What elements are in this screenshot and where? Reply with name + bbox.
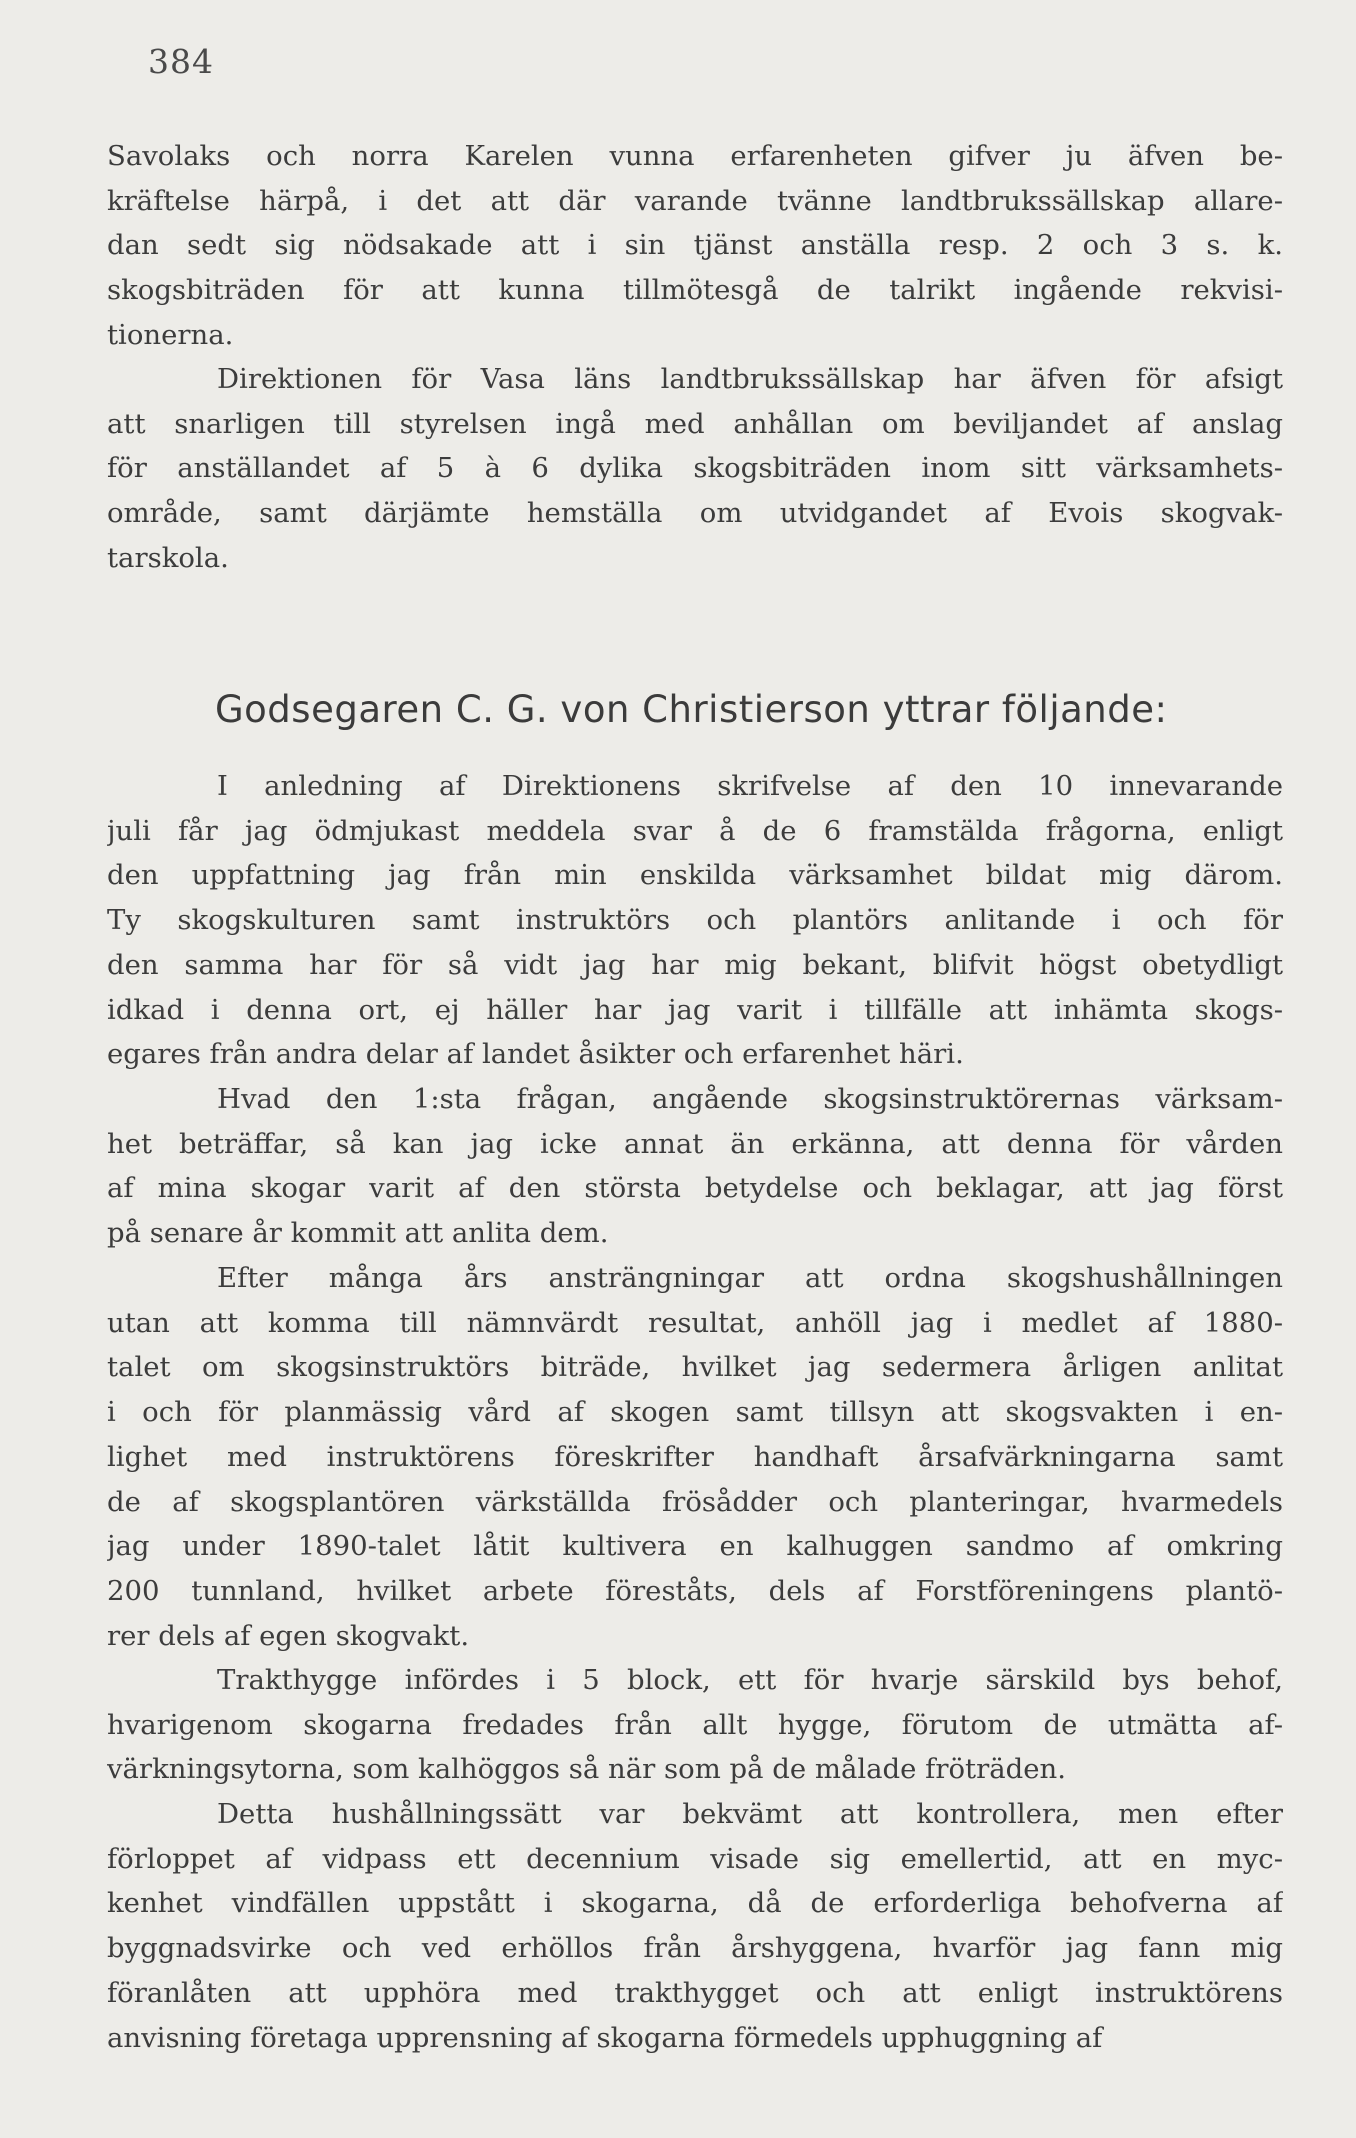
text-line: Savolaks och norra Karelen vunna erfarenheten gifver ju äfven be- xyxy=(107,140,1283,172)
text-line: den uppfattning jag från min enskilda värksamhet bildat mig därom. xyxy=(107,859,1283,892)
text-line: byggnadsvirke och ved erhöllos från årshyggena, hvarför jag fann mig xyxy=(107,1932,1283,1965)
intro-paragraph-2 xyxy=(107,357,1283,581)
text-line: på senare år kommit att anlita dem. xyxy=(107,1217,609,1250)
page-number: 384 xyxy=(148,42,214,81)
text-line: kenhet vindfällen uppstått i skogarna, då de erforderliga behofverna af xyxy=(107,1887,1283,1920)
section-heading: Godsegaren C. G. von Christierson yttrar följande: xyxy=(215,688,1168,731)
text-line: Hvad den 1:sta frågan, angående skogsinstruktörernas värksam- xyxy=(217,1083,1283,1115)
text-line: Trakthygge infördes i 5 block, ett för hvarje särskild bys behof, xyxy=(217,1664,1283,1696)
text-line: het beträffar, så kan jag icke annat än erkänna, att denna för vården xyxy=(107,1127,1283,1160)
text-line: område, samt därjämte hemställa om utvidgandet af Evois skogvak- xyxy=(107,497,1283,530)
text-line: idkad i denna ort, ej häller har jag varit i tillfälle att inhämta skogs- xyxy=(107,993,1283,1026)
section-paragraph-3 xyxy=(107,1256,1283,1658)
text-line: talet om skogsinstruktörs biträde, hvilket jag sedermera årligen anlitat xyxy=(107,1351,1283,1384)
text-line: den samma har för så vidt jag har mig bekant, blifvit högst obetydligt xyxy=(107,948,1283,981)
text-line: tarskola. xyxy=(107,541,229,574)
text-line: i och för planmässig vård af skogen samt tillsyn att skogsvakten i en- xyxy=(107,1396,1283,1429)
text-line: föranlåten att upphöra med trakthygget och att enligt instruktörens xyxy=(107,1976,1283,2009)
text-line: lighet med instruktörens föreskrifter handhaft årsafvärkningarna samt xyxy=(107,1440,1283,1473)
text-line: att snarligen till styrelsen ingå med anhållan om beviljandet af anslag xyxy=(107,407,1283,440)
intro-paragraph-1 xyxy=(107,134,1283,358)
text-line: juli får jag ödmjukast meddela svar å de 6 framstälda frågorna, enligt xyxy=(107,814,1283,847)
text-line: dan sedt sig nödsakade att i sin tjänst anställa resp. 2 och 3 s. k. xyxy=(107,229,1283,262)
text-line: Direktionen för Vasa läns landtbrukssällskap har äfven för afsigt xyxy=(217,363,1283,395)
section-paragraph-4 xyxy=(107,1658,1283,1792)
text-line: Ty skogskulturen samt instruktörs och plantörs anlitande i och för xyxy=(107,904,1283,937)
section-paragraph-2 xyxy=(107,1077,1283,1256)
text-line: egares från andra delar af landet åsikter och erfarenhet häri. xyxy=(107,1038,964,1071)
text-line: förloppet af vidpass ett decennium visade sig emellertid, att en myc- xyxy=(107,1842,1283,1875)
text-line: af mina skogar varit af den största betydelse och beklagar, att jag först xyxy=(107,1172,1283,1205)
section-paragraph-1 xyxy=(107,764,1283,1077)
section-paragraph-5 xyxy=(107,1792,1283,2060)
text-line: skogsbiträden för att kunna tillmötesgå de talrikt ingående rekvisi- xyxy=(107,274,1283,307)
text-line: värkningsytorna, som kalhöggos så när som på de målade fröträden. xyxy=(107,1753,1066,1786)
text-line: hvarigenom skogarna fredades från allt hygge, förutom de utmätta af- xyxy=(107,1708,1283,1741)
text-line: jag under 1890-talet låtit kultivera en kalhuggen sandmo af omkring xyxy=(107,1530,1283,1563)
text-line: kräftelse härpå, i det att där varande tvänne landtbrukssällskap allare- xyxy=(107,184,1283,217)
text-line: Detta hushållningssätt var bekvämt att kontrollera, men efter xyxy=(217,1798,1283,1830)
text-line: I anledning af Direktionens skrifvelse af den 10 innevarande xyxy=(217,770,1283,802)
text-line: anvisning företaga upprensning af skogarna förmedels upphuggning af xyxy=(107,2021,1103,2054)
text-line: tionerna. xyxy=(107,318,234,351)
text-line: rer dels af egen skogvakt. xyxy=(107,1619,470,1652)
text-line: 200 tunnland, hvilket arbete föreståts, dels af Forstföreningens plantö- xyxy=(107,1574,1283,1607)
text-line: för anställandet af 5 à 6 dylika skogsbiträden inom sitt värksamhets- xyxy=(107,452,1283,485)
text-line: de af skogsplantören värkställda frösådder och planteringar, hvarmedels xyxy=(107,1485,1283,1518)
text-line: Efter många års ansträngningar att ordna skogshushållningen xyxy=(217,1262,1283,1294)
text-line: utan att komma till nämnvärdt resultat, anhöll jag i medlet af 1880- xyxy=(107,1306,1283,1339)
